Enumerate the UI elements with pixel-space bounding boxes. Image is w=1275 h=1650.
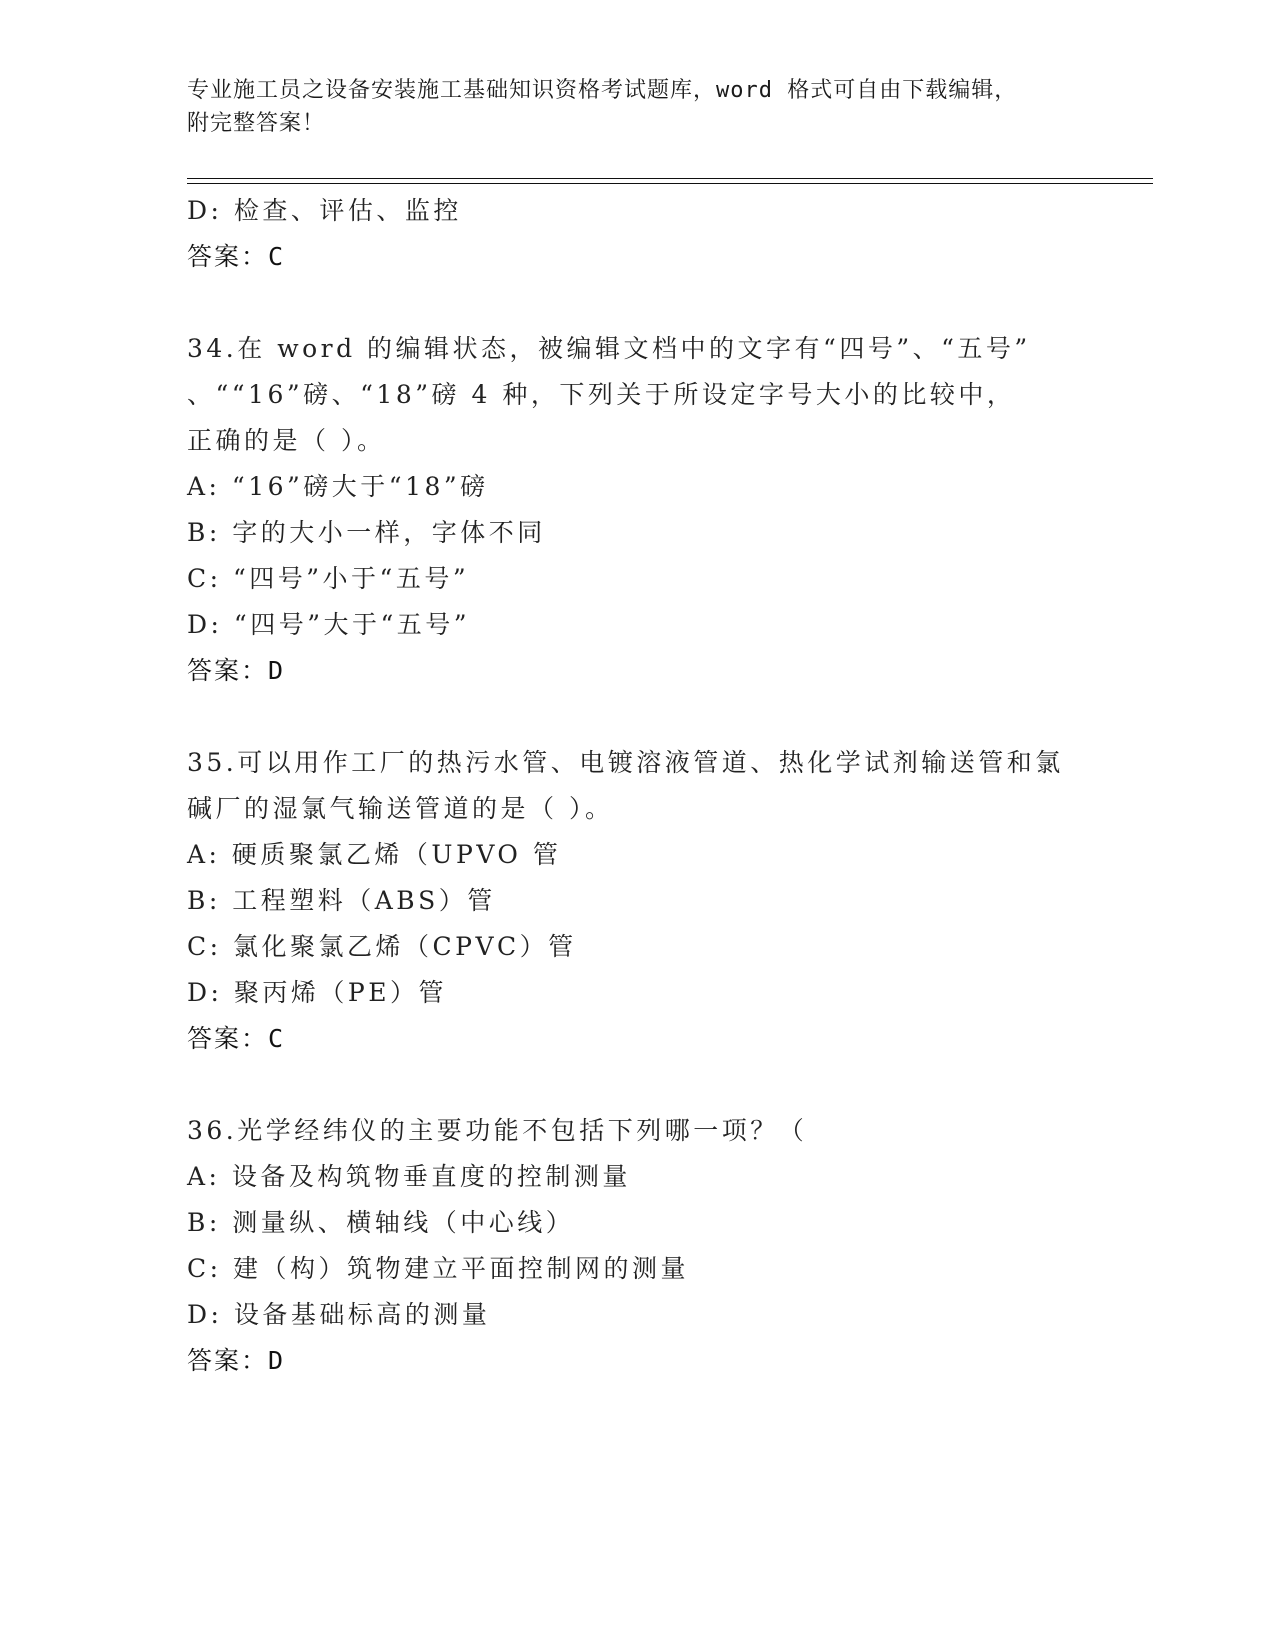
answer-line: 答案：C (187, 242, 286, 271)
option-c: C: 建（构）筑物建立平面控制网的测量 (187, 1254, 689, 1283)
question-35 (187, 740, 1087, 1062)
header-rule-top (187, 178, 1153, 179)
option-d: D: 聚丙烯（PE）管 (187, 978, 447, 1007)
question-34 (187, 326, 1087, 694)
answer-line: 答案：D (187, 1346, 286, 1375)
question-stem-line: 正确的是（ ）。 (187, 426, 386, 455)
answer-line: 答案：D (187, 656, 286, 685)
option-a: A: 硬质聚氯乙烯（UPVO 管 (187, 840, 562, 869)
header-rule-bottom (187, 183, 1153, 184)
question-stem-line: 、““16”磅、“18”磅 4 种，下列关于所设定字号大小的比较中， (187, 380, 1016, 409)
document-body (187, 188, 1087, 1384)
answer-line: 答案：C (187, 1024, 286, 1053)
option-a: A: 设备及构筑物垂直度的控制测量 (187, 1162, 631, 1191)
option-b: B: 字的大小一样，字体不同 (187, 518, 546, 547)
document-header (187, 74, 1087, 140)
header-line-1: 专业施工员之设备安装施工基础知识资格考试题库，word 格式可自由下载编辑， (187, 78, 1018, 103)
spacer (187, 1062, 1087, 1108)
option-c: C: “四号”小于“五号” (187, 564, 470, 593)
question-stem-line: 36.光学经纬仪的主要功能不包括下列哪一项？（ (187, 1116, 808, 1145)
option-d: D: 检查、评估、监控 (187, 196, 462, 225)
question-36 (187, 1108, 1087, 1384)
question-33-tail (187, 188, 1087, 280)
question-stem-line: 碱厂的湿氯气输送管道的是（ ）。 (187, 794, 614, 823)
spacer (187, 694, 1087, 740)
spacer (187, 280, 1087, 326)
option-c: C: 氯化聚氯乙烯（CPVC）管 (187, 932, 577, 961)
option-d: D: 设备基础标高的测量 (187, 1300, 491, 1329)
question-stem-line: 35.可以用作工厂的热污水管、电镀溶液管道、热化学试剂输送管和氯 (187, 748, 1064, 777)
option-d: D: “四号”大于“五号” (187, 610, 471, 639)
option-a: A: “16”磅大于“18”磅 (187, 472, 489, 501)
option-b: B: 工程塑料（ABS）管 (187, 886, 496, 915)
option-b: B: 测量纵、横轴线（中心线） (187, 1208, 575, 1237)
header-line-2: 附完整答案！ (187, 111, 326, 136)
question-stem-line: 34.在 word 的编辑状态，被编辑文档中的文字有“四号”、“五号” (187, 334, 1031, 363)
